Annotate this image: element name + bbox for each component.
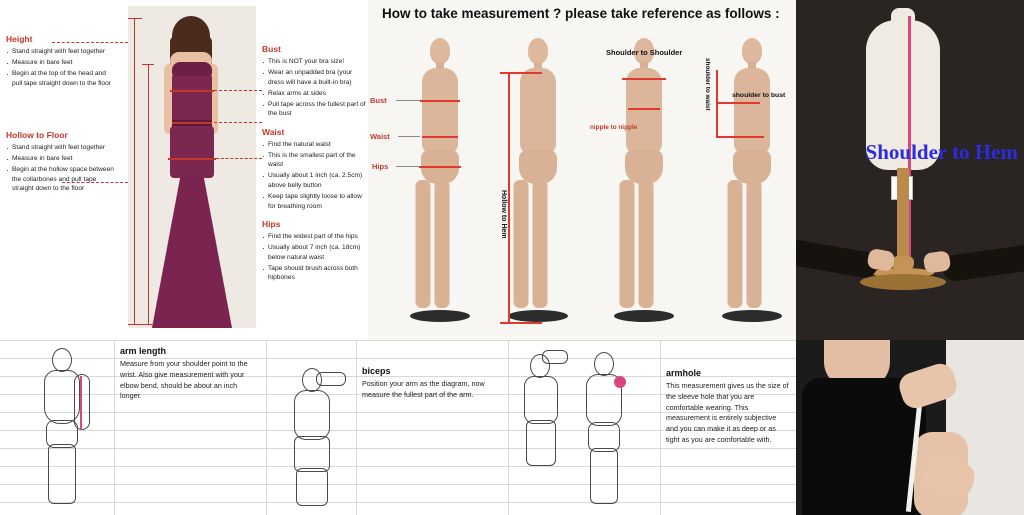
height-bottom-cap [128, 324, 142, 325]
shoulder-to-bust-label: shoulder to bust [732, 92, 786, 99]
sketch2-legs [296, 468, 328, 506]
figure1-head [430, 38, 450, 64]
height-heading: Height [6, 34, 33, 44]
mannequin-figure-4 [704, 38, 800, 330]
figure2-torso [520, 68, 556, 154]
sketch1-legs [48, 444, 76, 504]
biceps-sketch [272, 366, 352, 508]
arm-length-note [120, 346, 260, 402]
bust-bullet-1: · This is NOT your bra size! [262, 57, 366, 67]
hip-leader [216, 158, 262, 159]
bust-leader-line [396, 100, 420, 101]
shoulder-to-hem-title: Shoulder to Hem [865, 140, 1018, 164]
figure4-hip [733, 150, 771, 184]
height-bullet-1: · Stand straight with feet together [6, 47, 114, 57]
bottom-notes-panel [0, 340, 796, 515]
sketch3a-torso [524, 376, 558, 424]
armhole-sketch-a [512, 350, 572, 470]
figure3-hip [625, 150, 663, 184]
figure1-base [410, 310, 470, 322]
figure1-torso [422, 68, 458, 154]
mannequin-figure-1 [392, 38, 488, 330]
biceps-note [362, 366, 502, 401]
armhole-title: armhole [666, 368, 702, 378]
grid-line-h [0, 448, 796, 449]
figure3-torso [626, 68, 662, 154]
hollow-to-floor-bullets [6, 143, 114, 194]
hips-bullet-1: · Find the widest part of the hips [262, 232, 366, 242]
height-bullet-3: · Begin at the top of the head and pull tape straight down to the floor [6, 69, 114, 88]
grid-line-h [0, 502, 796, 503]
figure2-head [528, 38, 548, 64]
shoulder-to-waist-cap [716, 136, 764, 138]
grid-line-v [266, 340, 267, 515]
hips-label: Hips [372, 162, 389, 171]
height-top-cap [128, 18, 142, 19]
sketch3b-legs [590, 448, 618, 504]
sketch3b-head [594, 352, 614, 376]
armhole-photo-panel [796, 340, 1024, 515]
bust-bullet-3: · Relax arms at sides [262, 89, 366, 99]
hollow-to-hem-label: Hollow to Hem [500, 190, 507, 239]
grid-line-v [114, 340, 115, 515]
hips-leader-line [396, 166, 420, 167]
shoulder-to-waist-label: shoulder to waist [704, 58, 711, 111]
figure2-hip [519, 150, 557, 184]
mannequin-figure-2 [490, 38, 586, 330]
figure3-leg-left [620, 180, 635, 308]
grid-line-h [0, 466, 796, 467]
figure2-leg-right [533, 180, 548, 308]
armhole-note [666, 368, 790, 446]
sketch2-shorts [294, 436, 330, 472]
sketch2-torso [294, 390, 330, 440]
hips-heading: Hips [262, 219, 281, 230]
waist-leader [214, 122, 262, 123]
hollow-to-floor-line [148, 64, 149, 324]
biceps-text: Position your arm as the diagram, now measure the fullest part of the arm. [362, 379, 485, 399]
grid-line-h [0, 340, 796, 341]
armhole-text: This measurement gives us the size of the sleeve hole that you are comfortable wearing. This measurement is entirely subjective and you can make it as deep or as tight as you are comfortable with. [666, 381, 789, 444]
waist-bullet-1: · Find the natural waist [262, 140, 366, 150]
figure4-torso [734, 68, 770, 154]
figure1-bust-tape [420, 100, 460, 102]
dress-measurement-panel [0, 0, 368, 340]
hollow-bullet-3: · Begin at the hollow space between the collarbones and pull tape straight down to the floor [6, 165, 114, 194]
panel2-title: How to take measurement ? please take reference as follows : [382, 6, 780, 21]
hips-bullet-3: · Tape should brush across both hipbones [262, 264, 366, 283]
left-notes-column [6, 34, 114, 195]
figure4-head [742, 38, 762, 64]
right-arm [941, 243, 1024, 282]
waist-leader-line [398, 136, 420, 137]
how-to-measure-panel [368, 0, 796, 340]
grid-line-v [356, 340, 357, 515]
figure1-leg-right [435, 180, 450, 308]
bust-leader [214, 90, 262, 91]
arm-length-sketch [18, 346, 104, 508]
hollow-to-hem-top-cap [500, 72, 542, 74]
shoulder-to-shoulder-label: Shoulder to Shoulder [606, 48, 683, 57]
armhole-sketch-b [566, 350, 644, 508]
figure4-leg-left [728, 180, 743, 308]
hollow-top-cap [142, 64, 154, 65]
figure2-leg-left [514, 180, 529, 308]
gown-hip [170, 126, 214, 178]
figure3-leg-right [639, 180, 654, 308]
arm-length-title: arm length [120, 346, 167, 356]
sketch1-head [52, 348, 72, 372]
dress-form-stand [897, 168, 909, 264]
dress-form-photo-panel [796, 0, 1024, 340]
figure1-leg-left [416, 180, 431, 308]
grid-line-h [0, 484, 796, 485]
bust-bullet-4: · Pull tape across the fullest part of the bust [262, 100, 366, 119]
sketch3a-arm [542, 350, 568, 364]
grid-line-v [508, 340, 509, 515]
bust-label: Bust [370, 96, 387, 105]
hollow-bullet-1: · Stand straight with feet together [6, 143, 114, 153]
waist-bullet-2: · This is the smallest part of the waist [262, 151, 366, 170]
waist-heading: Waist [262, 126, 285, 137]
height-bullets [6, 47, 114, 88]
figure1-waist-tape [422, 136, 458, 138]
bust-bullet-2: · Wear an unpadded bra (your dress will have a built-in bra) [262, 68, 366, 87]
nipple-to-nipple-label: nipple to nipple [590, 124, 638, 131]
hollow-to-hem-line [508, 72, 510, 324]
biceps-title: biceps [362, 366, 391, 376]
figure3-nipple-tape [628, 108, 660, 110]
hips-bullet-2: · Usually about 7 inch (ca. 18cm) below natural waist [262, 243, 366, 262]
arm-length-text: Measure from your shoulder point to the wrist. Also give measurement with your elbow bend, should be about an inch longer. [120, 359, 248, 401]
hollow-bottom-cap [142, 324, 154, 325]
bust-bullets [262, 57, 366, 119]
figure4-leg-right [747, 180, 762, 308]
hollow-to-floor-heading: Hollow to Floor [6, 130, 68, 141]
waist-bullets [262, 140, 366, 211]
waist-tape [172, 122, 212, 124]
figure1-hip-tape [419, 166, 461, 168]
waist-label: Waist [370, 132, 390, 141]
hollow-bullet-2: · Measure in bare feet [6, 154, 114, 164]
waist-bullet-4: · Keep tape slightly loose to allow for breathing room [262, 192, 366, 211]
right-notes-column [262, 44, 366, 284]
grid-line-v [660, 340, 661, 515]
figure3-base [614, 310, 674, 322]
mannequin-figure-3 [596, 38, 692, 330]
hips-bullets [262, 232, 366, 283]
height-measure-line [134, 18, 135, 324]
dress-form-foot [860, 274, 946, 290]
figure2-base [508, 310, 568, 322]
sketch1-arm [74, 374, 90, 430]
figure4-base [722, 310, 782, 322]
dress-photo [128, 6, 256, 328]
height-bullet-2: · Measure in bare feet [6, 58, 114, 68]
hip-tape [168, 158, 216, 160]
sketch2-arm-up [316, 372, 346, 386]
figure3-shoulder-tape [622, 78, 666, 80]
bust-heading: Bust [262, 44, 281, 54]
sketch3a-legs [526, 420, 556, 466]
sketch3b-armhole-line [614, 376, 626, 388]
bust-tape [170, 90, 214, 92]
waist-bullet-3: · Usually about 1 inch (ca. 2.5cm) above belly button [262, 171, 366, 190]
shoulder-to-bust-line [716, 102, 760, 104]
hollow-to-hem-bottom-cap [500, 322, 542, 324]
gown-bodice [172, 76, 212, 122]
sketch1-measure-line [80, 376, 82, 430]
